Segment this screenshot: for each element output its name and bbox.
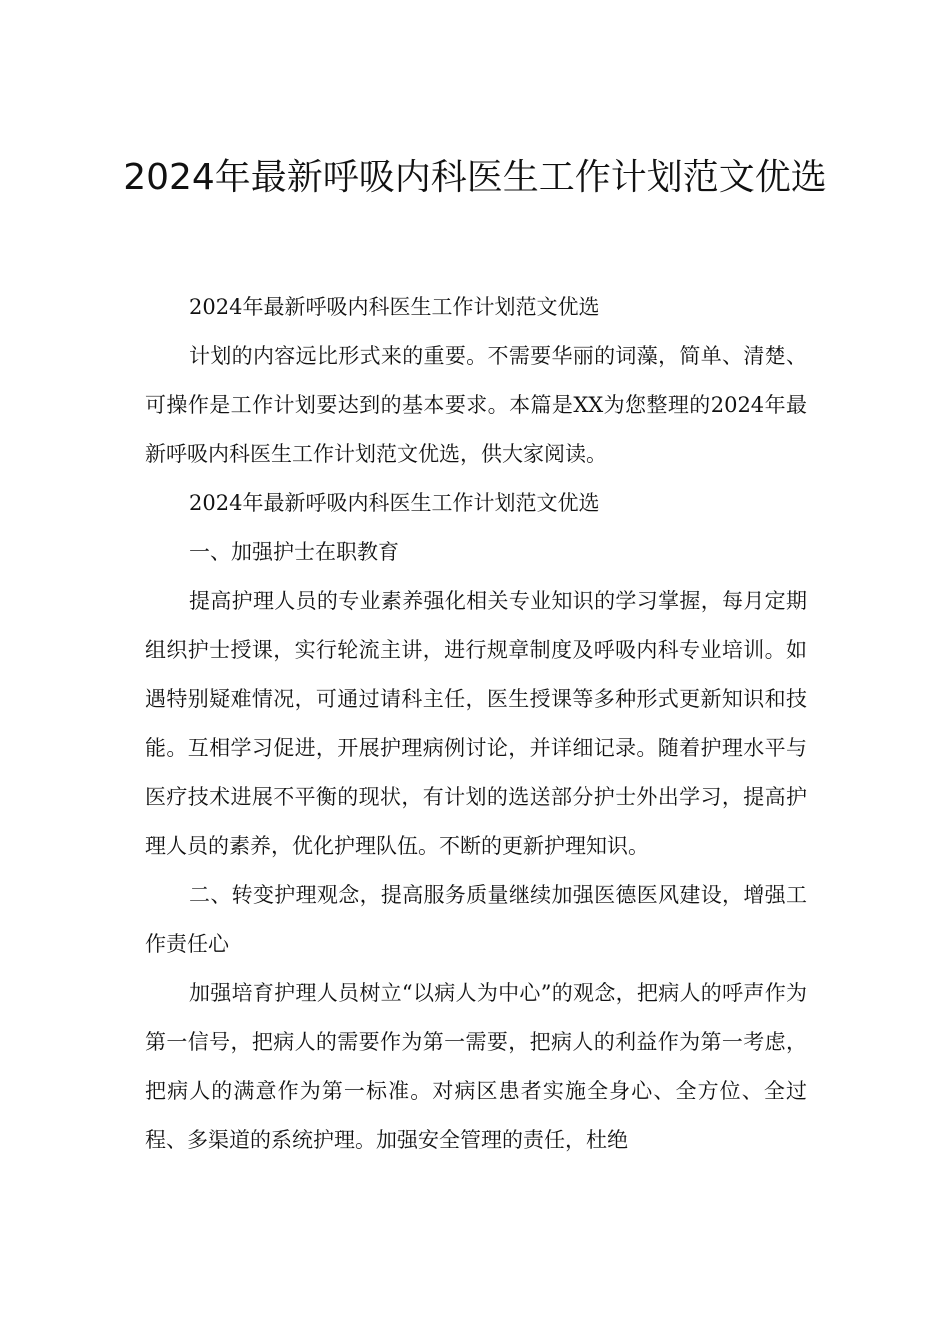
document-title: 2024年最新呼吸内科医生工作计划范文优选 — [123, 157, 827, 199]
document-body — [145, 283, 807, 1165]
paragraph-subtitle: 2024年最新呼吸内科医生工作计划范文优选 — [189, 295, 600, 319]
paragraph-section-2: 加强培育护理人员树立“以病人为中心”的观念，把病人的呼声作为第一信号，把病人的需要作为第一需要，把病人的利益作为第一考虑，把病人的满意作为第一标准。对病区患者实施全身心、全方位、全过程、多渠道的系统护理。加强安全管理的责任，杜绝 — [145, 981, 807, 1152]
paragraph-section-1: 提高护理人员的专业素养强化相关专业知识的学习掌握，每月定期组织护士授课，实行轮流主讲，进行规章制度及呼吸内科专业培训。如遇特别疑难情况，可通过请科主任，医生授课等多种形式更新知识和技能。互相学习促进，开展护理病例讨论，并详细记录。随着护理水平与医疗技术进展不平衡的现状，有计划的选送部分护士外出学习，提高护理人员的素养，优化护理队伍。不断的更新护理知识。 — [145, 589, 807, 858]
section-heading-2: 二、转变护理观念，提高服务质量继续加强医德医风建设，增强工作责任心 — [145, 883, 807, 956]
section-heading-1: 一、加强护士在职教育 — [189, 540, 399, 564]
paragraph-intro: 计划的内容远比形式来的重要。不需要华丽的词藻，简单、清楚、可操作是工作计划要达到的基本要求。本篇是XX为您整理的2024年最新呼吸内科医生工作计划范文优选，供大家阅读。 — [145, 344, 807, 466]
paragraph-subtitle-repeat: 2024年最新呼吸内科医生工作计划范文优选 — [189, 491, 600, 515]
